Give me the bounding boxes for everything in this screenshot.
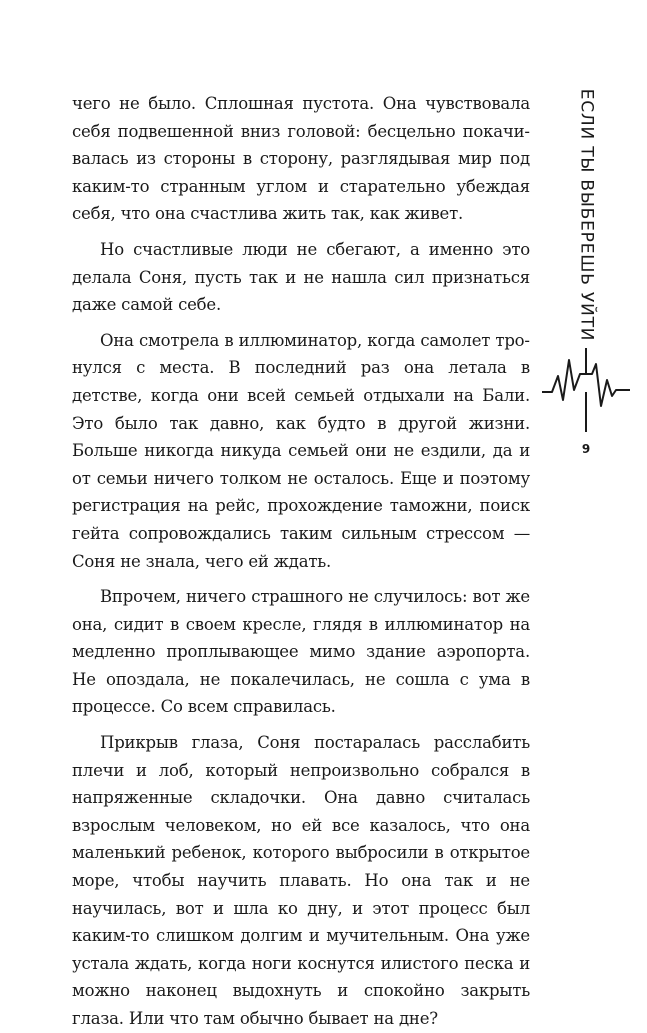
page-number: 9 — [581, 442, 591, 456]
paragraph-2: Но счастливые люди не сбегают, а именно это делала Соня, пусть так и не нашла сил признаться даже самой себе. — [72, 239, 530, 315]
running-head-title: ЕСЛИ ТЫ ВЫБЕРЕШЬ УЙТИ — [576, 88, 596, 342]
running-head — [568, 90, 604, 340]
paragraph-4: Впрочем, ничего страшного не случилось: вот же она, сидит в своем кресле, глядя в иллюминатор на медленно проплывающее мимо здание аэропорта. Не опоздала, не покалечилась, не сошла с ума в процессе. Со всем справилась. — [72, 587, 530, 717]
paragraph-5: Прикрыв глаза, Соня постаралась расслабить плечи и лоб, который непроизвольно собрался в напряженные складочки. Она давно считалась взрослым человеком, но ей все казалось, что она маленький ребенок, которого выбросили в открытое море, чтобы научить плавать. Но она так и не научилась, вот и шла ко дну, и этот процесс был каким-то слишком долгим и мучительным. Она уже устала ждать, когда ноги коснутся илистого песка и можно наконец выдохнуть и спокойно закрыть глаза. Или что там обычно бывает на дне? — [72, 733, 530, 1028]
page-body — [72, 90, 530, 1033]
paragraph-1: чего не было. Сплошная пустота. Она чувствовала себя подвешенной вниз головой: бесцельно покачивалась из стороны в сторону, разглядывая мир под каким-то странным углом и старательно убеждая себя, что она счастлива жить так, как живет. — [72, 94, 530, 224]
heartbeat-line-icon — [536, 348, 636, 448]
paragraph-3: Она смотрела в иллюминатор, когда самолет тронулся с места. В последний раз она летала в детстве, когда они всей семьей отдыхали на Бали. Это было так давно, как будто в другой жизни. Больше никогда никуда семьей они не ездили, да и от семьи ничего толком не осталось. Еще и поэтому регистрация на рейс, прохождение таможни, поиск гейта сопровождались таким сильным стрессом — Соня не знала, чего ей ждать. — [72, 330, 530, 571]
